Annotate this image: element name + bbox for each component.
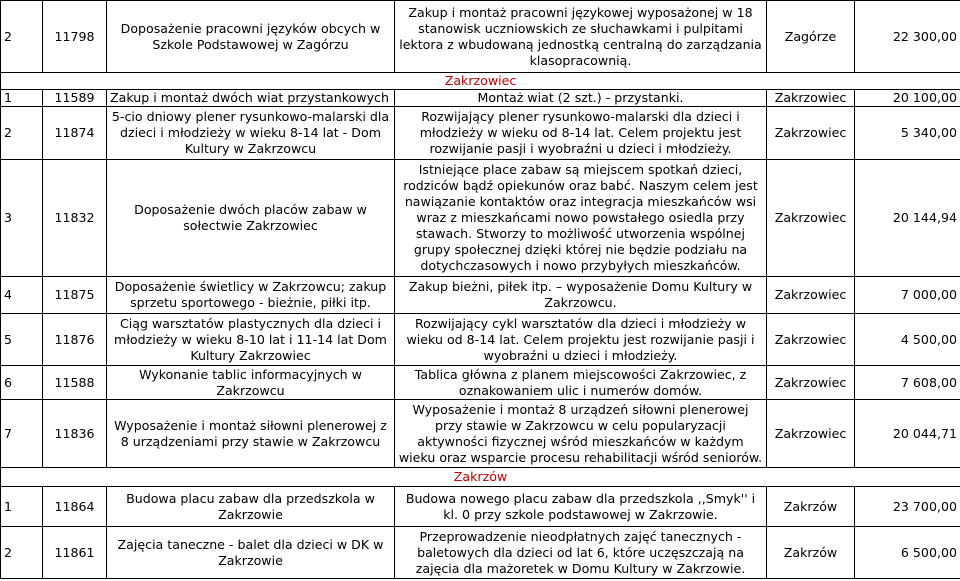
project-amount: 6 500,00 [855, 527, 960, 579]
project-description: Wyposażenie i montaż 8 urządzeń siłowni plenerowej przy stawie w Zakrzowcu w celu popularyzacji aktywności fizycznej wśród mieszkańców w każdym wieku oraz wsparcie procesu rehabilitacji wśród seniorów. [395, 400, 767, 468]
project-location: Zakrzowiec [767, 366, 855, 400]
project-name: Zakup i montaż dwóch wiat przystankowych [107, 90, 395, 107]
project-description: Istniejące place zabaw są miejscem spotkań dzieci, rodziców bądź opiekunów oraz babć. Naszym celem jest nawiązanie kontaktów oraz integracja mieszkańców wsi wraz z mieszkańcami nowo powstałego osiedla przy stawach. Stworzy to możliwość utworzenia wspólnej grupy społecznej dzięki której nie będzie podziału na dotychczasowych i nowo przybyłych mieszkańców. [395, 160, 767, 277]
project-id: 11798 [43, 1, 107, 73]
table-row [1, 1, 960, 73]
project-location: Zagórze [767, 1, 855, 73]
project-description: Montaż wiat (2 szt.) - przystanki. [395, 90, 767, 107]
project-location: Zakrzowiec [767, 107, 855, 160]
project-amount: 20 044,71 [855, 400, 960, 468]
project-location: Zakrzowiec [767, 90, 855, 107]
project-amount: 22 300,00 [855, 1, 960, 73]
table-row [1, 107, 960, 160]
project-id: 11832 [43, 160, 107, 277]
section-title: Zakrzów [1, 468, 960, 487]
project-description: Tablica główna z planem miejscowości Zakrzowiec, z oznakowaniem ulic i numerów domów. [395, 366, 767, 400]
project-name: Doposażenie dwóch placów zabaw w sołectwie Zakrzowiec [107, 160, 395, 277]
project-description: Zakup bieżni, piłek itp. – wyposażenie Domu Kultury w Zakrzowcu. [395, 277, 767, 314]
project-name: Wykonanie tablic informacyjnych w Zakrzowcu [107, 366, 395, 400]
project-id: 11864 [43, 487, 107, 527]
project-location: Zakrzowiec [767, 314, 855, 366]
project-location: Zakrzów [767, 527, 855, 579]
project-amount: 4 500,00 [855, 314, 960, 366]
table-row [1, 366, 960, 400]
project-description: Zakup i montaż pracowni językowej wyposażonej w 18 stanowisk uczniowskich ze słuchawkami i pulpitami lektora z wbudowaną jednostką centralną do zarządzania klasopracownią. [395, 1, 767, 73]
row-number: 3 [1, 160, 43, 277]
project-id: 11589 [43, 90, 107, 107]
row-number: 4 [1, 277, 43, 314]
project-name: Wyposażenie i montaż siłowni plenerowej z 8 urządzeniami przy stawie w Zakrzowcu [107, 400, 395, 468]
project-name: Doposażenie świetlicy w Zakrzowcu; zakup sprzetu sportowego - bieżnie, piłki itp. [107, 277, 395, 314]
project-id: 11875 [43, 277, 107, 314]
table-row [1, 314, 960, 366]
row-number: 2 [1, 1, 43, 73]
project-location: Zakrzów [767, 487, 855, 527]
project-id: 11874 [43, 107, 107, 160]
project-description: Budowa nowego placu zabaw dla przedszkola ,,Smyk'' i kl. 0 przy szkole podstawowej w Zakrzowie. [395, 487, 767, 527]
section-header-row [1, 73, 960, 90]
table-row [1, 400, 960, 468]
project-location: Zakrzowiec [767, 160, 855, 277]
project-name: 5-cio dniowy plener rysunkowo-malarski dla dzieci i młodzieży w wieku 8-14 lat - Dom Kultury w Zakrzowcu [107, 107, 395, 160]
project-description: Przeprowadzenie nieodpłatnych zajęć tanecznych - baletowych dla dzieci od lat 6, które uczęszczają na zajęcia dla mażoretek w Domu Kultury w Zakrzowie. [395, 527, 767, 579]
row-number: 2 [1, 107, 43, 160]
row-number: 2 [1, 527, 43, 579]
project-amount: 7 608,00 [855, 366, 960, 400]
project-description: Rozwijający cykl warsztatów dla dzieci i młodzieży w wieku od 8-14 lat. Celem projektu jest rozwijanie pasji i wyobraźni u dzieci i młodzieży. [395, 314, 767, 366]
project-id: 11836 [43, 400, 107, 468]
project-location: Zakrzowiec [767, 400, 855, 468]
project-name: Doposażenie pracowni języków obcych w Szkole Podstawowej w Zagórzu [107, 1, 395, 73]
row-number: 5 [1, 314, 43, 366]
row-number: 1 [1, 90, 43, 107]
row-number: 1 [1, 487, 43, 527]
project-id: 11876 [43, 314, 107, 366]
table-row [1, 527, 960, 579]
project-amount: 20 144,94 [855, 160, 960, 277]
project-id: 11588 [43, 366, 107, 400]
project-amount: 20 100,00 [855, 90, 960, 107]
project-location: Zakrzowiec [767, 277, 855, 314]
project-description: Rozwijający plener rysunkowo-malarski dla dzieci i młodzieży w wieku od 8-14 lat. Celem projektu jest rozwijanie pasji i wyobraźni u dzieci i młodzieży. [395, 107, 767, 160]
row-number: 7 [1, 400, 43, 468]
table-row [1, 90, 960, 107]
section-title: Zakrzowiec [1, 73, 960, 90]
table-row [1, 160, 960, 277]
project-name: Ciąg warsztatów plastycznych dla dzieci i młodzieży w wieku 8-10 lat i 11-14 lat Dom Kultury Zakrzowiec [107, 314, 395, 366]
project-amount: 23 700,00 [855, 487, 960, 527]
project-name: Zajęcia taneczne - balet dla dzieci w DK w Zakrzowie [107, 527, 395, 579]
table-row [1, 487, 960, 527]
project-id: 11861 [43, 527, 107, 579]
project-name: Budowa placu zabaw dla przedszkola w Zakrzowie [107, 487, 395, 527]
project-amount: 5 340,00 [855, 107, 960, 160]
section-header-row [1, 468, 960, 487]
project-amount: 7 000,00 [855, 277, 960, 314]
row-number: 6 [1, 366, 43, 400]
table-row [1, 277, 960, 314]
